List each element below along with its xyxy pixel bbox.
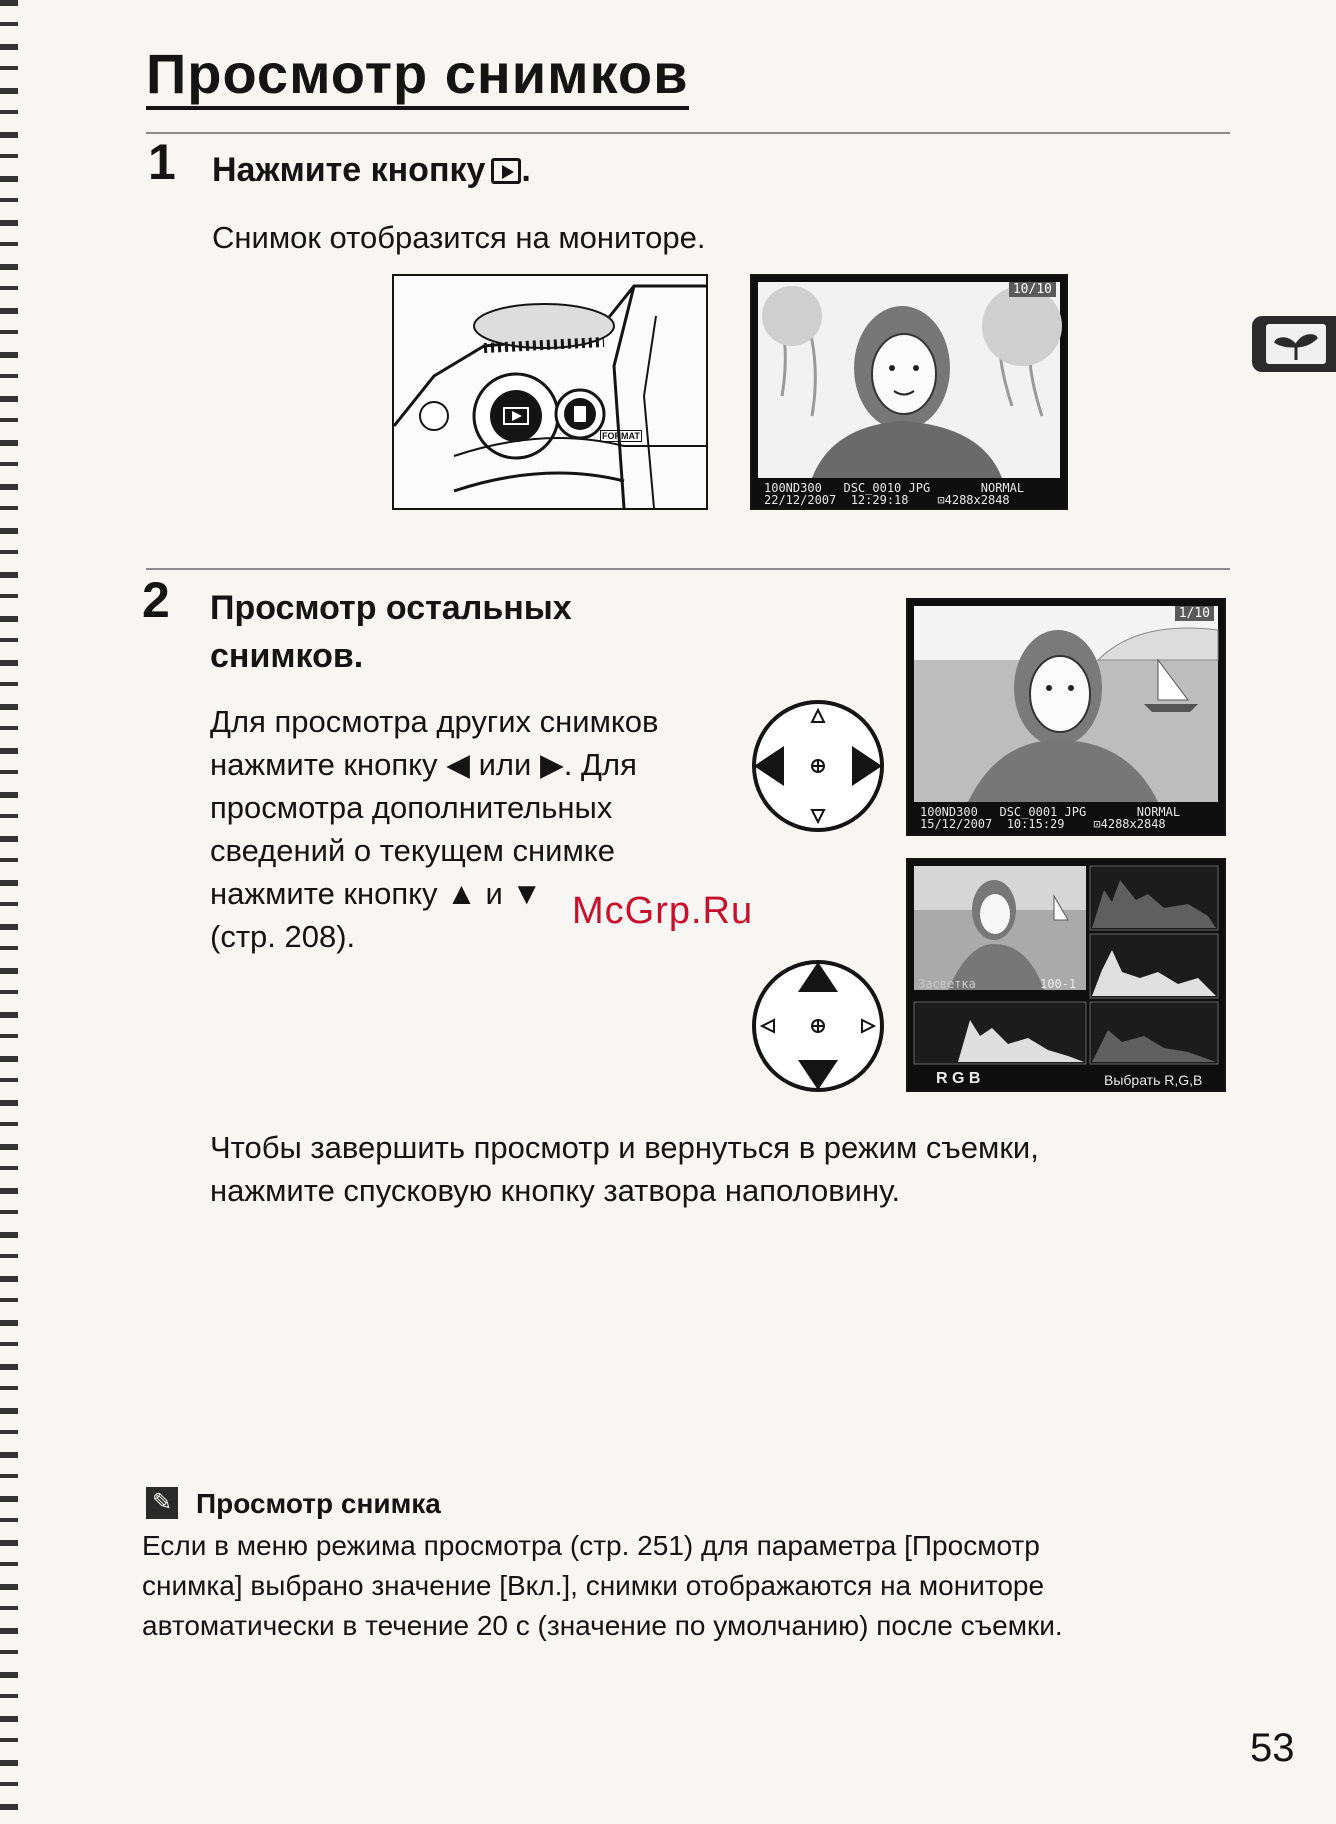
watermark: McGrp.Ru: [572, 890, 754, 932]
multi-selector-left-right-icon: [748, 696, 888, 836]
step-2-number: 2: [142, 572, 170, 628]
exit-text-line-2: нажмите спусковую кнопку затвора наполовину.: [210, 1173, 901, 1208]
step-2-text-line-6: (стр. 208).: [210, 919, 356, 954]
pencil-note-icon: ✎: [146, 1487, 178, 1519]
step-2-text-line-3: просмотра дополнительных: [210, 790, 613, 825]
step-2-text-line-2: нажмите кнопку ◀ или ▶. Для: [210, 747, 637, 782]
photo-info-line-1: 100ND300 DSC_0001 JPG NORMAL: [920, 805, 1181, 819]
select-rgb-label: Выбрать R,G,B: [1104, 1072, 1203, 1088]
spiral-binding-edge: [0, 0, 18, 1824]
section-tab: [1252, 316, 1336, 372]
section-divider: [146, 132, 1230, 134]
playback-button-icon: [491, 158, 521, 184]
note-text-line-3: автоматически в течение 20 с (значение по умолчанию) после съемки.: [142, 1610, 1063, 1641]
exit-text-line-1: Чтобы завершить просмотр и вернуться в режим съемки,: [210, 1130, 1039, 1165]
page-title: Просмотр снимков: [146, 44, 689, 110]
camera-drawing: [394, 276, 706, 508]
note-title: Просмотр снимка: [196, 1488, 441, 1519]
camera-back-illustration: [392, 274, 708, 510]
section-divider: [146, 568, 1230, 570]
multi-selector-up-down-icon: [748, 956, 888, 1096]
photo-woman-portrait: [752, 276, 1066, 508]
step-2-text-line-1: Для просмотра других снимков: [210, 704, 659, 739]
photo-info-line-1: 100ND300 DSC_0010 JPG NORMAL: [764, 481, 1025, 495]
monitor-photo-2: [906, 598, 1226, 836]
photo-woman-seaside: [908, 600, 1224, 834]
note-text-line-2: снимка] выбрано значение [Вкл.], снимки отображаются на мониторе: [142, 1570, 1045, 1601]
frame-counter: 10/10: [1009, 282, 1056, 297]
highlight-label: Засветка: [918, 977, 976, 991]
step-1-heading: [212, 146, 531, 194]
rgb-histogram-display: [908, 860, 1224, 1090]
page-number: 53: [1250, 1726, 1295, 1770]
step-2-text-line-4: сведений о текущем снимке: [210, 833, 615, 868]
monitor-histogram-view: [906, 858, 1226, 1092]
note-text: [142, 1526, 1222, 1646]
monitor-photo-1: [750, 274, 1068, 510]
step-1-heading-text: Нажмите кнопку: [212, 151, 486, 189]
format-label: FORMAT: [602, 431, 640, 441]
step-1-number: 1: [148, 134, 176, 190]
exit-playback-text: [210, 1126, 1039, 1212]
rgb-label: R G B: [936, 1070, 981, 1087]
photo-info-line-2: 15/12/2007 10:15:29 ⊡4288x2848: [920, 817, 1166, 831]
step-2-heading-line-2: снимков.: [210, 637, 364, 675]
photo-info-line-2: 22/12/2007 12:29:18 ⊡4288x2848: [764, 493, 1010, 507]
note-text-line-1: Если в меню режима просмотра (стр. 251) для параметра [Просмотр: [142, 1530, 1040, 1561]
frame-label: 100-1: [1040, 977, 1077, 991]
step-2-text-line-5: нажмите кнопку ▲ и ▼: [210, 876, 543, 911]
step-1-heading-suffix: .: [521, 151, 531, 189]
frame-counter: 1/10: [1175, 606, 1214, 621]
step-2-heading: [210, 584, 572, 680]
step-1-text: Снимок отобразится на мониторе.: [212, 220, 706, 255]
step-2-heading-line-1: Просмотр остальных: [210, 589, 572, 627]
sprout-icon: [1252, 316, 1336, 372]
